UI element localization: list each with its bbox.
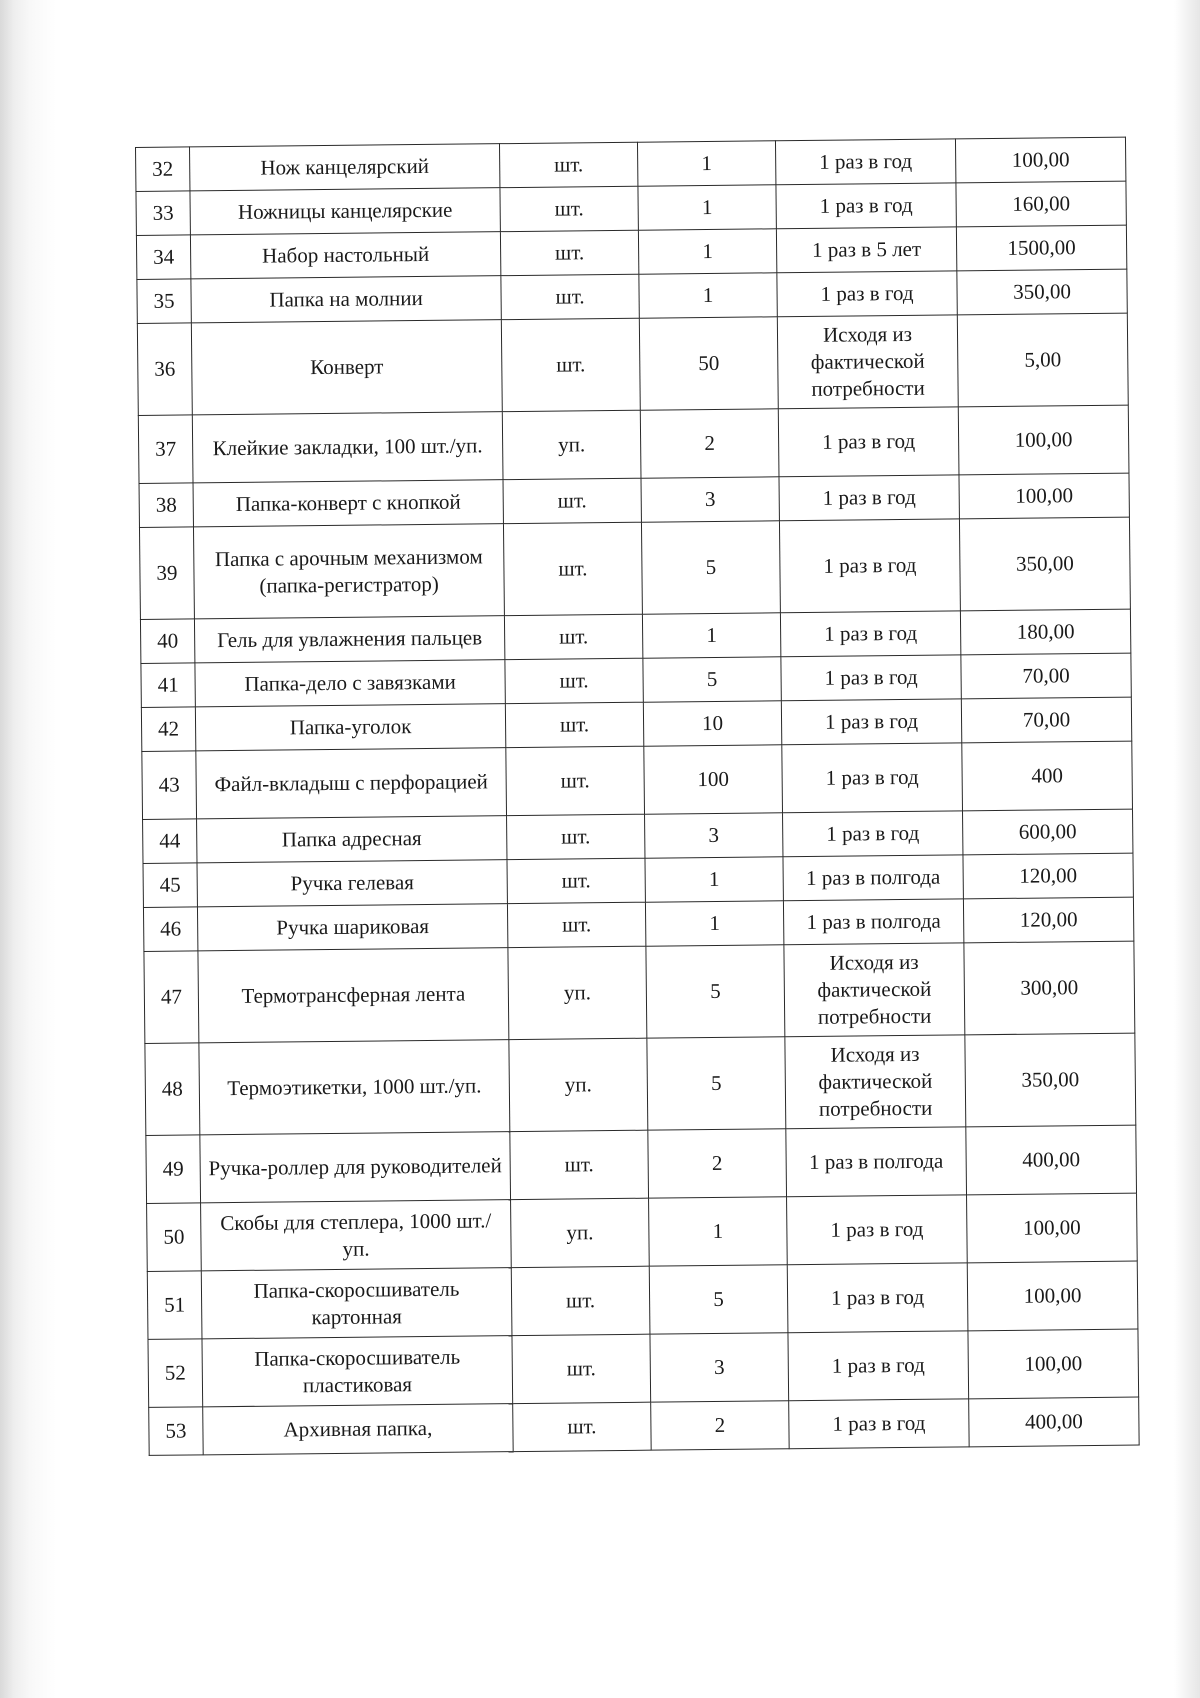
row-number: 48 — [145, 1043, 200, 1136]
table-row — [137, 313, 1128, 415]
table-row — [142, 741, 1133, 819]
item-name: Папка с арочным механизмом (папка-регистратор) — [193, 524, 504, 619]
item-quantity: 3 — [645, 813, 783, 858]
row-number: 38 — [139, 483, 193, 528]
item-quantity: 1 — [638, 185, 776, 230]
item-frequency: 1 раз в год — [782, 743, 963, 813]
table-row — [138, 405, 1129, 483]
item-quantity: 5 — [643, 657, 781, 702]
row-number: 35 — [137, 279, 191, 324]
item-price: 300,00 — [964, 941, 1135, 1035]
item-unit: шт. — [505, 702, 643, 747]
item-frequency: 1 раз в год — [781, 699, 961, 745]
item-unit: шт. — [505, 658, 643, 703]
item-frequency: 1 раз в полгода — [783, 899, 963, 945]
item-quantity: 5 — [649, 1265, 788, 1334]
item-name: Папка-конверт с кнопкой — [193, 480, 503, 527]
table-row — [139, 517, 1130, 619]
row-number: 43 — [142, 751, 197, 820]
item-price: 100,00 — [967, 1261, 1138, 1331]
item-name: Термотрансферная лента — [198, 948, 509, 1043]
item-price: 100,00 — [967, 1193, 1138, 1263]
item-unit: шт. — [512, 1334, 651, 1403]
row-number: 36 — [137, 323, 192, 416]
item-name: Ручка-роллер для руководителей — [200, 1132, 511, 1203]
row-number: 51 — [147, 1271, 202, 1340]
item-name: Ручка шариковая — [197, 904, 507, 951]
table-row — [144, 941, 1135, 1043]
item-name: Папка-скоросшиватель картонная — [201, 1268, 512, 1339]
item-price: 1500,00 — [956, 225, 1126, 271]
item-frequency: 1 раз в год — [779, 519, 960, 613]
item-quantity: 50 — [639, 317, 778, 410]
row-number: 42 — [141, 707, 195, 752]
item-price: 350,00 — [957, 269, 1127, 315]
table-row — [146, 1125, 1137, 1203]
item-quantity: 1 — [645, 857, 783, 902]
item-name: Папка адресная — [197, 816, 507, 863]
item-name: Папка-дело с завязками — [195, 660, 505, 707]
item-name: Ручка гелевая — [197, 860, 507, 907]
item-quantity: 1 — [638, 229, 776, 274]
item-price: 100,00 — [968, 1329, 1139, 1399]
item-frequency: 1 раз в год — [776, 183, 956, 229]
item-quantity: 1 — [637, 141, 775, 186]
item-price: 70,00 — [961, 697, 1131, 743]
row-number: 44 — [143, 819, 197, 864]
item-unit: уп. — [511, 1198, 650, 1267]
item-price: 70,00 — [961, 653, 1131, 699]
item-price: 100,00 — [955, 137, 1125, 183]
item-name: Нож канцелярский — [190, 144, 500, 191]
item-frequency: 1 раз в год — [783, 811, 963, 857]
item-name: Папка-уголок — [195, 704, 505, 751]
item-frequency: 1 раз в 5 лет — [776, 227, 956, 273]
row-number: 49 — [146, 1135, 201, 1204]
row-number: 40 — [140, 619, 194, 664]
item-price: 350,00 — [965, 1033, 1136, 1127]
row-number: 39 — [139, 527, 194, 620]
item-price: 600,00 — [962, 809, 1132, 855]
item-price: 180,00 — [960, 609, 1130, 655]
item-name: Набор настольный — [190, 232, 500, 279]
item-frequency: 1 раз в год — [778, 407, 959, 477]
item-name: Клейкие закладки, 100 шт./уп. — [192, 412, 503, 483]
item-price: 100,00 — [959, 473, 1129, 519]
row-number: 46 — [143, 907, 197, 952]
item-price: 400,00 — [969, 1397, 1139, 1447]
item-frequency: 1 раз в год — [787, 1195, 968, 1265]
item-frequency: Исходя из фактической потребности — [784, 943, 965, 1037]
item-unit: шт. — [507, 902, 645, 947]
table-row — [145, 1033, 1136, 1135]
item-frequency: 1 раз в год — [788, 1331, 969, 1401]
item-quantity: 1 — [649, 1197, 788, 1266]
item-unit: шт. — [501, 318, 640, 411]
item-quantity: 100 — [644, 745, 783, 814]
row-number: 34 — [136, 235, 190, 280]
item-frequency: 1 раз в год — [780, 611, 960, 657]
row-number: 33 — [136, 191, 190, 236]
item-price: 120,00 — [963, 853, 1133, 899]
item-unit: уп. — [502, 410, 641, 479]
item-unit: шт. — [503, 522, 642, 615]
item-unit: шт. — [511, 1266, 650, 1335]
row-number: 45 — [143, 863, 197, 908]
item-quantity: 10 — [643, 701, 781, 746]
item-quantity: 2 — [640, 409, 779, 478]
row-number: 37 — [138, 415, 193, 484]
table-row — [148, 1329, 1139, 1407]
item-quantity: 3 — [641, 477, 779, 522]
item-unit: шт. — [513, 1402, 651, 1451]
document-page — [135, 137, 1139, 1456]
item-unit: шт. — [501, 274, 639, 319]
item-frequency: 1 раз в год — [789, 1399, 969, 1449]
item-name: Конверт — [191, 320, 502, 415]
item-price: 5,00 — [957, 313, 1128, 407]
item-unit: шт. — [500, 186, 638, 231]
item-unit: шт. — [500, 230, 638, 275]
item-name: Термоэтикетки, 1000 шт./уп. — [199, 1040, 510, 1135]
row-number: 53 — [149, 1407, 203, 1456]
item-quantity: 1 — [642, 613, 780, 658]
item-unit: шт. — [499, 142, 637, 187]
item-unit: шт. — [507, 814, 645, 859]
item-quantity: 3 — [650, 1333, 789, 1402]
item-quantity: 2 — [648, 1129, 787, 1198]
item-name: Файл-вкладыш с перфорацией — [196, 748, 507, 819]
item-unit: шт. — [510, 1130, 649, 1199]
item-name: Папка-скоросшиватель пластиковая — [202, 1336, 513, 1407]
item-price: 100,00 — [958, 405, 1129, 475]
item-unit: уп. — [509, 1038, 648, 1131]
item-name: Ножницы канцелярские — [190, 188, 500, 235]
item-price: 120,00 — [963, 897, 1133, 943]
item-quantity: 1 — [645, 901, 783, 946]
item-quantity: 1 — [639, 273, 777, 318]
item-name: Архивная папка, — [203, 1404, 513, 1455]
item-name: Гель для увлажнения пальцев — [194, 616, 504, 663]
item-frequency: 1 раз в полгода — [786, 1127, 967, 1197]
row-number: 32 — [136, 147, 190, 192]
supplies-table-body — [136, 137, 1140, 1455]
row-number: 47 — [144, 951, 199, 1044]
item-unit: уп. — [508, 946, 647, 1039]
item-price: 160,00 — [956, 181, 1126, 227]
supplies-table — [135, 137, 1140, 1456]
table-row — [149, 1397, 1139, 1455]
item-price: 400 — [962, 741, 1133, 811]
item-frequency: 1 раз в полгода — [783, 855, 963, 901]
table-row — [147, 1261, 1138, 1339]
item-quantity: 5 — [641, 521, 780, 614]
item-price: 350,00 — [959, 517, 1130, 611]
scan-shadow-left — [0, 0, 56, 1698]
item-frequency: 1 раз в год — [779, 475, 959, 521]
table-row — [147, 1193, 1138, 1271]
item-frequency: 1 раз в год — [781, 655, 961, 701]
item-unit: шт. — [503, 478, 641, 523]
item-quantity: 2 — [651, 1401, 789, 1450]
item-unit: шт. — [506, 746, 645, 815]
row-number: 50 — [147, 1203, 202, 1272]
item-unit: шт. — [504, 614, 642, 659]
item-frequency: 1 раз в год — [775, 139, 955, 185]
item-frequency: Исходя из фактической потребности — [785, 1035, 966, 1129]
row-number: 52 — [148, 1339, 203, 1408]
item-name: Скобы для степлера, 1000 шт./уп. — [201, 1200, 512, 1271]
row-number: 41 — [141, 663, 195, 708]
item-quantity: 5 — [646, 945, 785, 1038]
scan-shadow-right — [1174, 0, 1200, 1698]
item-frequency: 1 раз в год — [787, 1263, 968, 1333]
item-frequency: Исходя из фактической потребности — [777, 315, 958, 409]
item-quantity: 5 — [647, 1037, 786, 1130]
item-name: Папка на молнии — [191, 276, 501, 323]
item-frequency: 1 раз в год — [777, 271, 957, 317]
item-price: 400,00 — [966, 1125, 1137, 1195]
item-unit: шт. — [507, 858, 645, 903]
